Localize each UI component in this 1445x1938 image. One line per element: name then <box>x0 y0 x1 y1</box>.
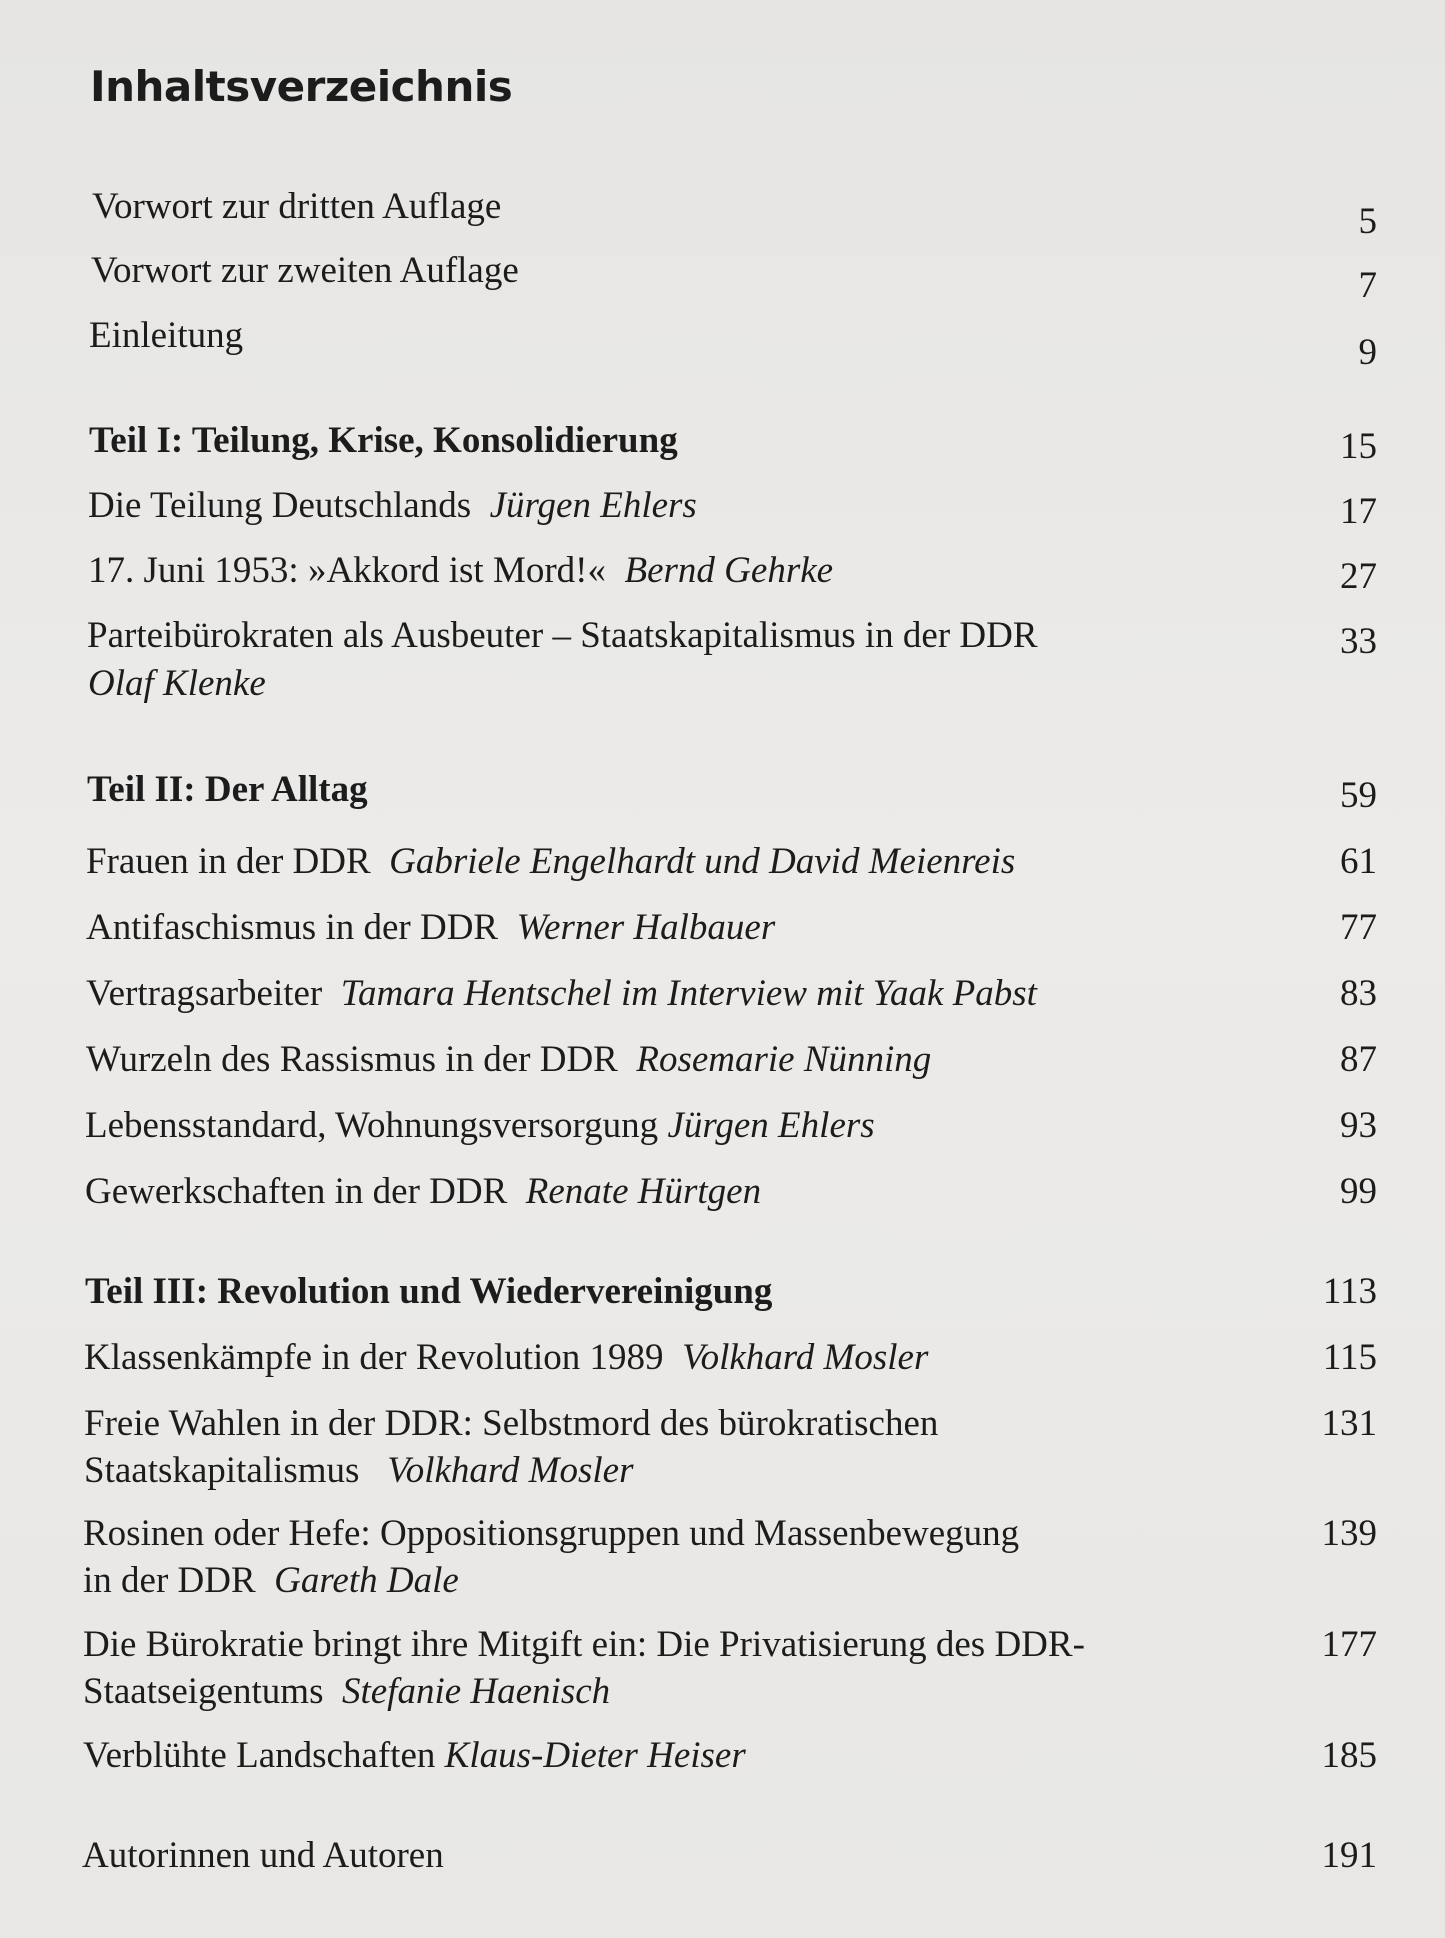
page-number: 131 <box>1321 1403 1377 1444</box>
part-title: Teil II: Der Alltag <box>87 769 368 810</box>
page-number: 177 <box>1321 1624 1377 1665</box>
entry-title: Verblühte Landschaften <box>83 1735 436 1776</box>
entry-author: Jürgen Ehlers <box>667 1105 875 1146</box>
page-number: 9 <box>1358 332 1377 373</box>
entry-author: Werner Halbauer <box>516 907 776 948</box>
entry-title-line2: Staatskapitalismus <box>84 1450 360 1491</box>
entry-title: 17. Juni 1953: »Akkord ist Mord!« <box>88 550 606 591</box>
page-title: Inhaltsverzeichnis <box>90 62 513 111</box>
part-title: Teil I: Teilung, Krise, Konsolidierung <box>89 420 678 461</box>
page-number: 113 <box>1322 1271 1377 1312</box>
entry-author: Klaus-Dieter Heiser <box>444 1735 746 1776</box>
page-number: 27 <box>1340 556 1377 597</box>
page-number: 87 <box>1340 1039 1377 1080</box>
entry-title: Gewerkschaften in der DDR <box>85 1171 508 1212</box>
page-number: 99 <box>1340 1171 1377 1212</box>
entry-author: Tamara Hentschel im Interview mit Yaak Pabst <box>340 973 1037 1014</box>
entry-author: Renate Hürtgen <box>525 1171 762 1212</box>
page-number: 191 <box>1321 1835 1377 1876</box>
entry-title: Freie Wahlen in der DDR: Selbstmord des bürokratischen <box>84 1403 939 1444</box>
entry-title: Frauen in der DDR <box>86 841 371 882</box>
entry-title: Lebensstandard, Wohnungsversorgung <box>85 1105 659 1146</box>
entry-author: Rosemarie Nünning <box>636 1039 932 1080</box>
page-number: 5 <box>1358 201 1377 242</box>
entry-title: Vertragsarbeiter <box>86 973 323 1014</box>
page-number: 185 <box>1321 1735 1377 1776</box>
page-number: 139 <box>1321 1513 1377 1554</box>
page-number: 7 <box>1358 265 1377 306</box>
entry-title: Rosinen oder Hefe: Oppositionsgruppen und Massenbewegung <box>83 1513 1020 1554</box>
entry-title: Klassenkämpfe in der Revolution 1989 <box>84 1337 664 1378</box>
entry-author: Bernd Gehrke <box>624 550 834 591</box>
entry-author: Gabriele Engelhardt und David Meienreis <box>389 841 1016 882</box>
entry-title: Die Teilung Deutschlands <box>88 485 472 526</box>
entry-title: Einleitung <box>89 315 244 356</box>
page-number: 77 <box>1340 907 1377 948</box>
page-number: 17 <box>1340 491 1377 532</box>
entry-author: Gareth Dale <box>274 1560 459 1601</box>
page-number: 33 <box>1340 621 1377 662</box>
entry-title: Parteibürokraten als Ausbeuter – Staatskapitalismus in der DDR <box>87 615 1038 656</box>
entry-title: Vorwort zur zweiten Auflage <box>91 250 519 291</box>
entry-title: Autorinnen und Autoren <box>82 1835 444 1876</box>
entry-title: Antifaschismus in der DDR <box>86 907 499 948</box>
entry-title: Vorwort zur dritten Auflage <box>92 186 502 227</box>
entry-author: Jürgen Ehlers <box>489 485 697 526</box>
entry-title-line2: in der DDR <box>83 1560 256 1601</box>
page-number: 115 <box>1322 1337 1377 1378</box>
entry-author: Volkhard Mosler <box>387 1450 634 1491</box>
entry-title: Wurzeln des Rassismus in der DDR <box>86 1039 618 1080</box>
entry-author: Volkhard Mosler <box>682 1337 929 1378</box>
page-number: 61 <box>1340 841 1377 882</box>
entry-title: Die Bürokratie bringt ihre Mitgift ein: Die Privatisierung des DDR- <box>83 1624 1085 1665</box>
page-number: 15 <box>1340 426 1377 467</box>
page-number: 93 <box>1340 1105 1377 1146</box>
entry-title-line2: Staatseigentums <box>83 1671 324 1712</box>
part-title: Teil III: Revolution und Wiedervereinigung <box>85 1271 773 1312</box>
page-number: 59 <box>1340 775 1377 816</box>
page-number: 83 <box>1340 973 1377 1014</box>
entry-author: Olaf Klenke <box>88 663 266 704</box>
entry-author: Stefanie Haenisch <box>341 1671 611 1712</box>
